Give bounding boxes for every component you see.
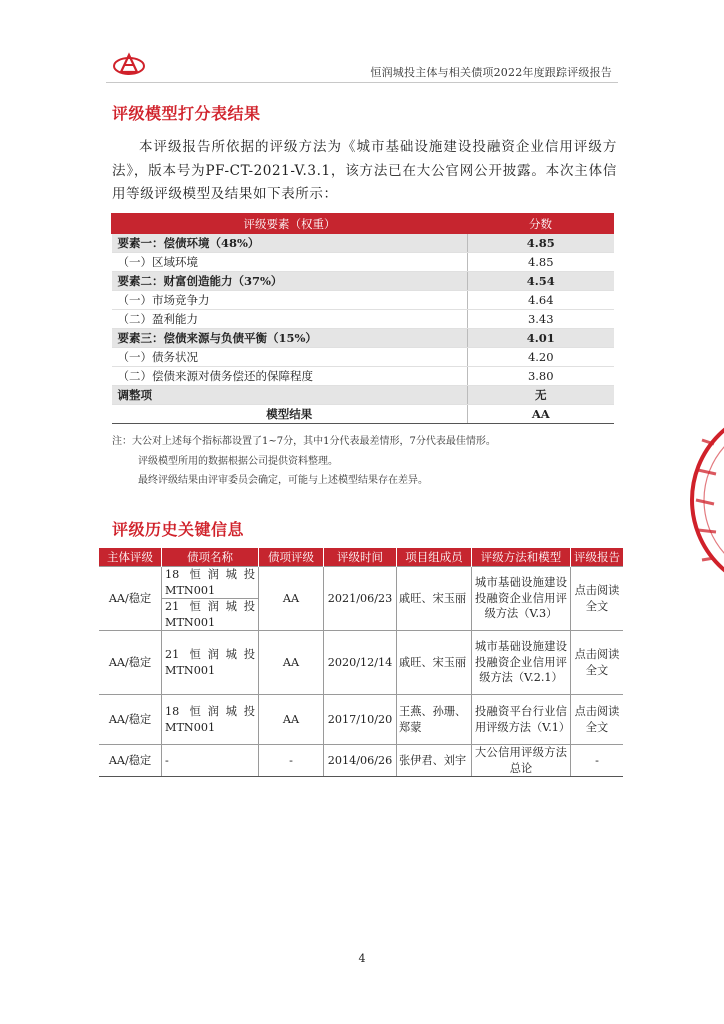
issuer-rating: AA/稳定 <box>99 631 162 695</box>
read-full-report-link[interactable]: 点击阅读全文 <box>571 567 624 631</box>
header-rating-date: 评级时间 <box>324 548 397 567</box>
table-row <box>99 631 623 695</box>
table-row <box>112 329 614 348</box>
factor-label: （二）偿债来源对债务偿还的保障程度 <box>112 367 468 386</box>
team-members: 张伊君、刘宇 <box>397 745 472 777</box>
rating-date: 2020/12/14 <box>324 631 397 695</box>
header-score: 分数 <box>468 214 614 234</box>
section-title-scoring: 评级模型打分表结果 <box>112 104 261 123</box>
table-row <box>112 386 614 405</box>
method-paragraph: 本评级报告所依据的评级方法为《城市基础设施建设投融资企业信用评级方法》，版本号为PF-CT-2021-V.3.1，该方法已在大公官网公开披露。本次主体信用等级评级模型及结果如下表所示： <box>112 139 617 202</box>
table-row <box>99 695 623 745</box>
note-line: 注：大公对上述每个指标都设置了1~7分，其中1分代表最差情形，7分代表最佳情形。 <box>112 436 496 447</box>
factor-score: 4.85 <box>468 253 614 272</box>
factor-label: 要素二：财富创造能力（37%） <box>112 272 468 291</box>
rating-method: 大公信用评级方法总论 <box>472 745 571 777</box>
table-row-model-result <box>112 405 614 424</box>
header-title: 恒润城投主体与相关债项2022年度跟踪评级报告 <box>370 66 612 79</box>
note-line: 评级模型所用的数据根据公司提供资料整理。 <box>138 455 338 467</box>
rating-date: 2017/10/20 <box>324 695 397 745</box>
table-row <box>112 291 614 310</box>
issuer-rating: AA/稳定 <box>99 745 162 777</box>
bond-name: 18 恒润城投MTN001 <box>162 567 259 599</box>
header-bond-name: 债项名称 <box>162 548 259 567</box>
page-number: 4 <box>358 952 366 965</box>
bond-name: 21 恒润城投MTN001 <box>162 631 259 695</box>
table-row <box>112 310 614 329</box>
table-notes <box>112 432 496 491</box>
factor-score: 4.01 <box>468 329 614 348</box>
rating-date: 2014/06/26 <box>324 745 397 777</box>
table-row <box>99 745 623 777</box>
team-members: 王燕、孙珊、郑蒙 <box>397 695 472 745</box>
factor-label: （二）盈利能力 <box>112 310 468 329</box>
header-bond-rating: 债项评级 <box>259 548 324 567</box>
table-row <box>99 567 623 599</box>
table-row <box>112 234 614 253</box>
read-full-report-link[interactable]: 点击阅读全文 <box>571 631 624 695</box>
factor-score: 4.85 <box>468 234 614 253</box>
bond-rating: AA <box>259 631 324 695</box>
header-method: 评级方法和模型 <box>472 548 571 567</box>
factor-label: 调整项 <box>112 386 468 405</box>
rating-method: 城市基础设施建设投融资企业信用评级方法（V.3） <box>472 567 571 631</box>
factor-label: 要素三：偿债来源与负债平衡（15%） <box>112 329 468 348</box>
model-result-label: 模型结果 <box>112 405 468 424</box>
factor-score: 4.20 <box>468 348 614 367</box>
score-table-header <box>112 214 614 234</box>
header-divider <box>106 82 618 83</box>
bond-name: - <box>162 745 259 777</box>
note-line: 最终评级结果由评审委员会确定，可能与上述模型结果存在差异。 <box>138 475 428 486</box>
bond-rating: - <box>259 745 324 777</box>
team-members: 戚旺、宋玉丽 <box>397 631 472 695</box>
read-full-report-link[interactable]: 点击阅读全文 <box>571 695 624 745</box>
bond-rating: AA <box>259 695 324 745</box>
factor-label: （一）市场竞争力 <box>112 291 468 310</box>
issuer-rating: AA/稳定 <box>99 567 162 631</box>
rating-date: 2021/06/23 <box>324 567 397 631</box>
table-row <box>112 348 614 367</box>
rating-history-table <box>99 548 623 777</box>
dagong-logo-icon <box>112 52 146 76</box>
rating-method: 投融资平台行业信用评级方法（V.1） <box>472 695 571 745</box>
bond-rating: AA <box>259 567 324 631</box>
factor-score: 3.80 <box>468 367 614 386</box>
seal-stamp-icon <box>684 400 724 600</box>
issuer-rating: AA/稳定 <box>99 695 162 745</box>
score-table <box>111 213 614 424</box>
bond-name: 21 恒润城投MTN001 <box>162 599 259 631</box>
header-issuer-rating: 主体评级 <box>99 548 162 567</box>
history-table-header <box>99 548 623 567</box>
bond-name: 18 恒润城投MTN001 <box>162 695 259 745</box>
factor-score: 4.64 <box>468 291 614 310</box>
table-row <box>112 272 614 291</box>
factor-label: 要素一：偿债环境（48%） <box>112 234 468 253</box>
report-placeholder: - <box>571 745 624 777</box>
section-title-history: 评级历史关键信息 <box>112 520 245 539</box>
rating-method: 城市基础设施建设投融资企业信用评级方法（V.2.1） <box>472 631 571 695</box>
factor-label: （一）区域环境 <box>112 253 468 272</box>
factor-score: 无 <box>468 386 614 405</box>
factor-score: 3.43 <box>468 310 614 329</box>
team-members: 戚旺、宋玉丽 <box>397 567 472 631</box>
table-row <box>112 367 614 386</box>
header-team-members: 项目组成员 <box>397 548 472 567</box>
header-factor: 评级要素（权重） <box>112 214 468 234</box>
header-report: 评级报告 <box>571 548 624 567</box>
factor-label: （一）债务状况 <box>112 348 468 367</box>
factor-score: 4.54 <box>468 272 614 291</box>
model-result-value: AA <box>468 405 614 424</box>
table-row <box>112 253 614 272</box>
